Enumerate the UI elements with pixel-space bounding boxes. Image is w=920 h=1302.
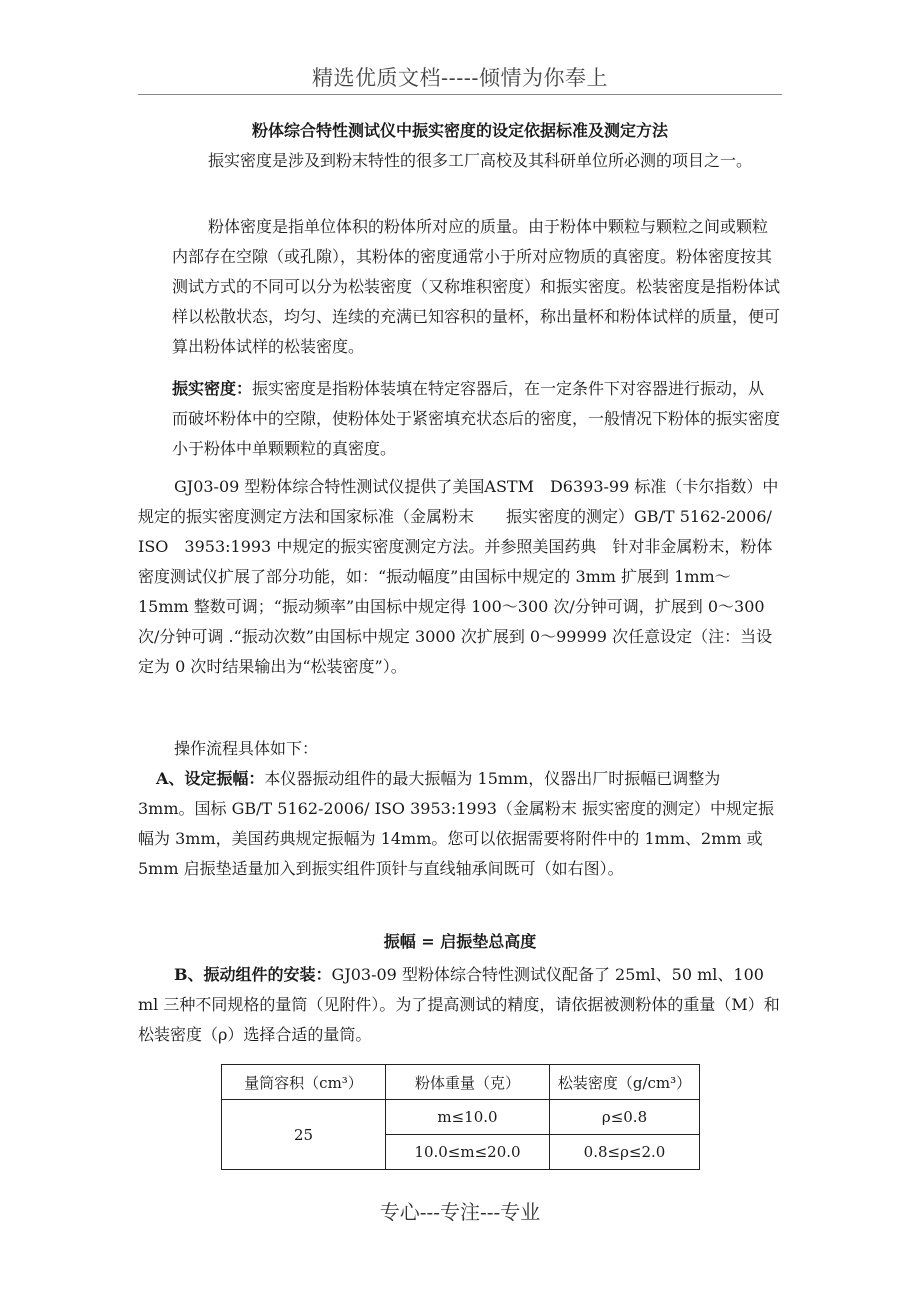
cell-bulk-density: ρ≤0.8 bbox=[550, 1100, 700, 1135]
table-row bbox=[222, 1100, 700, 1135]
cell-bulk-density: 0.8≤ρ≤2.0 bbox=[550, 1135, 700, 1170]
cell-weight: m≤10.0 bbox=[386, 1100, 550, 1135]
cell-weight: 10.0≤m≤20.0 bbox=[386, 1135, 550, 1170]
table-header-row bbox=[222, 1065, 700, 1100]
paragraph-powder-density: 粉体密度是指单位体积的粉体所对应的质量。由于粉体中颗粒与颗粒之间或颗粒内部存在空隙（或孔隙），其粉体的密度通常小于所对应物质的真密度。粉体密度按其测试方式的不同可以分为松装密度（又称堆积密度）和振实密度。松装密度是指粉体试样以松散状态，均匀、连续的充满已知容积的量杯，称出量杯和粉体试样的质量，便可算出粉体试样的松装密度。 bbox=[172, 217, 781, 356]
paragraph-tap-density bbox=[172, 374, 780, 464]
paragraph-step-b bbox=[138, 960, 780, 1050]
tap-density-label: 振实密度： bbox=[172, 379, 253, 398]
page-header: 精选优质文档-----倾情为你奉上 bbox=[312, 66, 608, 90]
step-a-label: A、设定振幅： bbox=[156, 769, 265, 788]
step-b-label: B、振动组件的安装： bbox=[174, 965, 332, 984]
paragraph-procedure-intro: 操作流程具体如下： bbox=[174, 739, 319, 758]
header-divider bbox=[138, 94, 782, 95]
header-weight: 粉体重量（克） bbox=[386, 1065, 550, 1100]
header-volume: 量筒容积（cm³） bbox=[222, 1065, 386, 1100]
step-b-text: GJ03-09 型粉体综合特性测试仪配备了 25ml、50 ml、100 ml 三种不同规格的量筒（见附件）。为了提高测试的精度，请依据被测粉体的重量（M）和松装密度（ρ）选择合适的量筒。 bbox=[138, 965, 780, 1044]
tap-density-text: 振实密度是指粉体装填在特定容器后，在一定条件下对容器进行振动，从而破坏粉体中的空隙，使粉体处于紧密填充状态后的密度，一般情况下粉体的振实密度小于粉体中单颗颗粒的真密度。 bbox=[172, 379, 781, 458]
step-a-text: 本仪器振动组件的最大振幅为 15mm，仪器出厂时振幅已调整为 3mm。国标 GB/T 5162-2006/ ISO 3953:1993（金属粉末 振实密度的测定）中规定振幅为 3mm，美国药典规定振幅为 14mm。您可以依据需要将附件中的 1mm、2mm 或 5mm 启振垫适量加入到振实组件顶针与直线轴承间既可（如右图）。 bbox=[138, 769, 775, 878]
header-bulk-density: 松装密度（g/cm³） bbox=[550, 1065, 700, 1100]
page-footer: 专心---专注---专业 bbox=[379, 1200, 541, 1224]
cell-volume: 25 bbox=[222, 1100, 386, 1170]
amplitude-formula: 振幅 = 启振垫总高度 bbox=[383, 932, 537, 951]
cylinder-selection-table bbox=[221, 1064, 700, 1170]
paragraph-step-a bbox=[138, 764, 780, 884]
paragraph-intro: 振实密度是涉及到粉末特性的很多工厂高校及其科研单位所必测的项目之一。 bbox=[208, 151, 753, 170]
document-title: 粉体综合特性测试仪中振实密度的设定依据标准及测定方法 bbox=[251, 121, 668, 140]
paragraph-standards: GJ03-09 型粉体综合特性测试仪提供了美国ASTM D6393-99 标准（卡尔指数）中规定的振实密度测定方法和国家标准（金属粉末 振实密度的测定）GB/T 5162-2006/ ISO 3953:1993 中规定的振实密度测定方法。并参照美国药典 针对非金属粉末，粉体密度测试仪扩展了部分功能，如：“振动幅度”由国标中规定的 3mm 扩展到 1mm～15mm 整数可调；“振动频率”由国标中规定得 100～300 次/分钟可调，扩展到 0～300 次/分钟可调 .“振动次数”由国标中规定 3000 次扩展到 0～99999 次任意设定（注：当设定为 0 次时结果输出为“松装密度”）。 bbox=[138, 477, 788, 676]
